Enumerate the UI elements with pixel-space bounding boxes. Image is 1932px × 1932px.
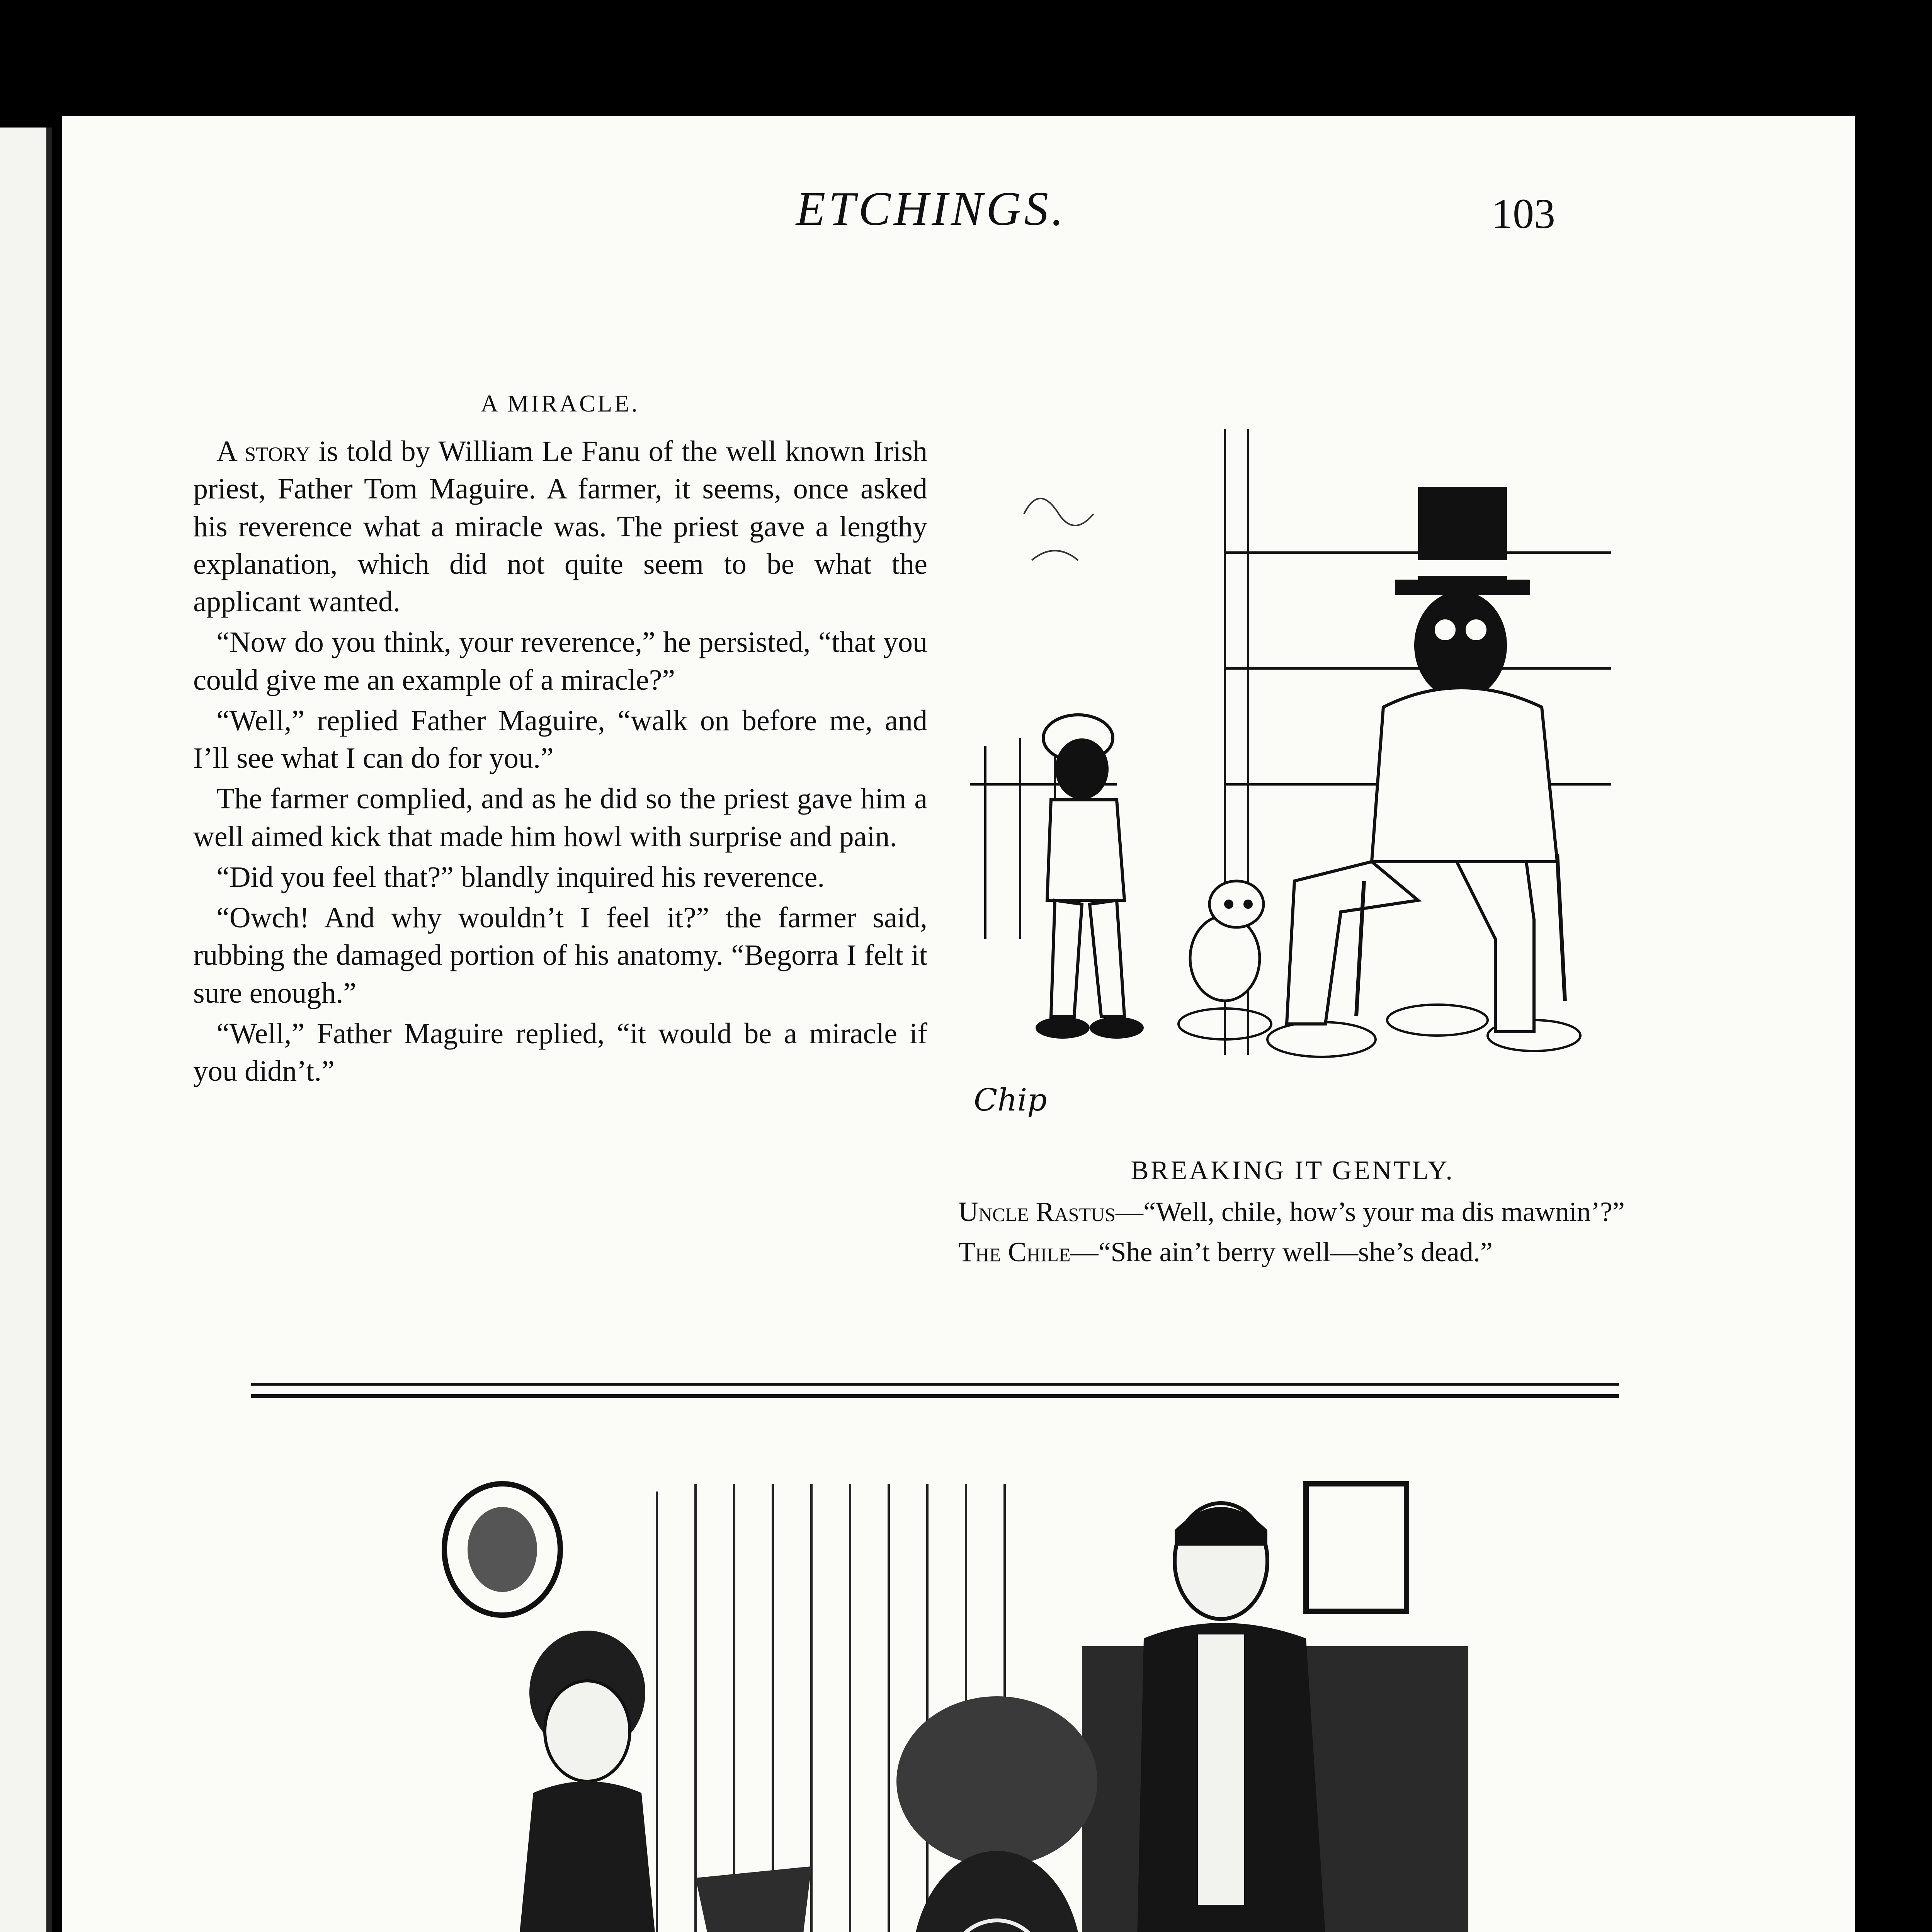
paragraph-text: “Well,” replied Father Maguire, “walk on before me, and I’ll see what I can do for you.” [193, 704, 927, 775]
cartoon-drawing [954, 398, 1627, 1132]
speaker-name: The Chile [958, 1236, 1071, 1267]
paragraph-text: is told by William Le Fanu of the well known Irish priest, Father Tom Maguire. A farmer, it seems, once asked his reverence what a miracle was. The priest gave a lengthy explanation, which did not quite seem to be what the applicant wanted. [193, 435, 927, 618]
paragraph-text: The farmer complied, and as he did so the priest gave him a well aimed kick that made him howl with surprise and pain. [193, 782, 927, 853]
cartoon-signature: Chip [974, 1082, 1047, 1118]
article-title: A MIRACLE. [481, 391, 640, 417]
parlor-illustration [386, 1453, 1530, 1932]
paragraph-text: “Now do you think, your reverence,” he persisted, “that you could give me an example of a miracle?” [193, 626, 927, 696]
paragraph-text: “Did you feel that?” blandly inquired his reverence. [216, 861, 825, 893]
parlor-drawing [386, 1453, 1530, 1932]
cartoon-dialogue [958, 1194, 1627, 1274]
dialogue-line [958, 1234, 1627, 1270]
cartoon-illustration [954, 398, 1627, 1132]
article-paragraph [193, 859, 927, 896]
speaker-name: Uncle Rastus [958, 1196, 1116, 1227]
article-paragraph [193, 702, 927, 777]
dialogue-line [958, 1194, 1627, 1230]
paragraph-text: “Well,” Father Maguire replied, “it would be a miracle if you didn’t.” [193, 1017, 927, 1088]
running-head: ETCHINGS. [796, 182, 1067, 236]
article-paragraph [193, 780, 927, 855]
article-paragraph [193, 433, 927, 621]
page-number: 103 [1492, 190, 1555, 237]
article-paragraph [193, 1015, 927, 1090]
article-paragraph [193, 899, 927, 1012]
article-body [193, 433, 927, 1094]
article-paragraph [193, 624, 927, 699]
previous-page-edge [0, 128, 52, 1932]
paragraph-text: “Owch! And why wouldn’t I feel it?” the farmer said, rubbing the damaged portion of his anatomy. “Begorra I felt it sure enough.” [193, 901, 927, 1009]
cartoon-title: BREAKING IT GENTLY. [1131, 1156, 1454, 1185]
dialogue-text: —“She ain’t berry well—she’s dead.” [1070, 1236, 1493, 1267]
dialogue-text: —“Well, chile, how’s your ma dis mawnin’?” [1115, 1196, 1625, 1227]
section-divider [251, 1383, 1619, 1398]
paragraph-lead: A story [216, 435, 310, 468]
